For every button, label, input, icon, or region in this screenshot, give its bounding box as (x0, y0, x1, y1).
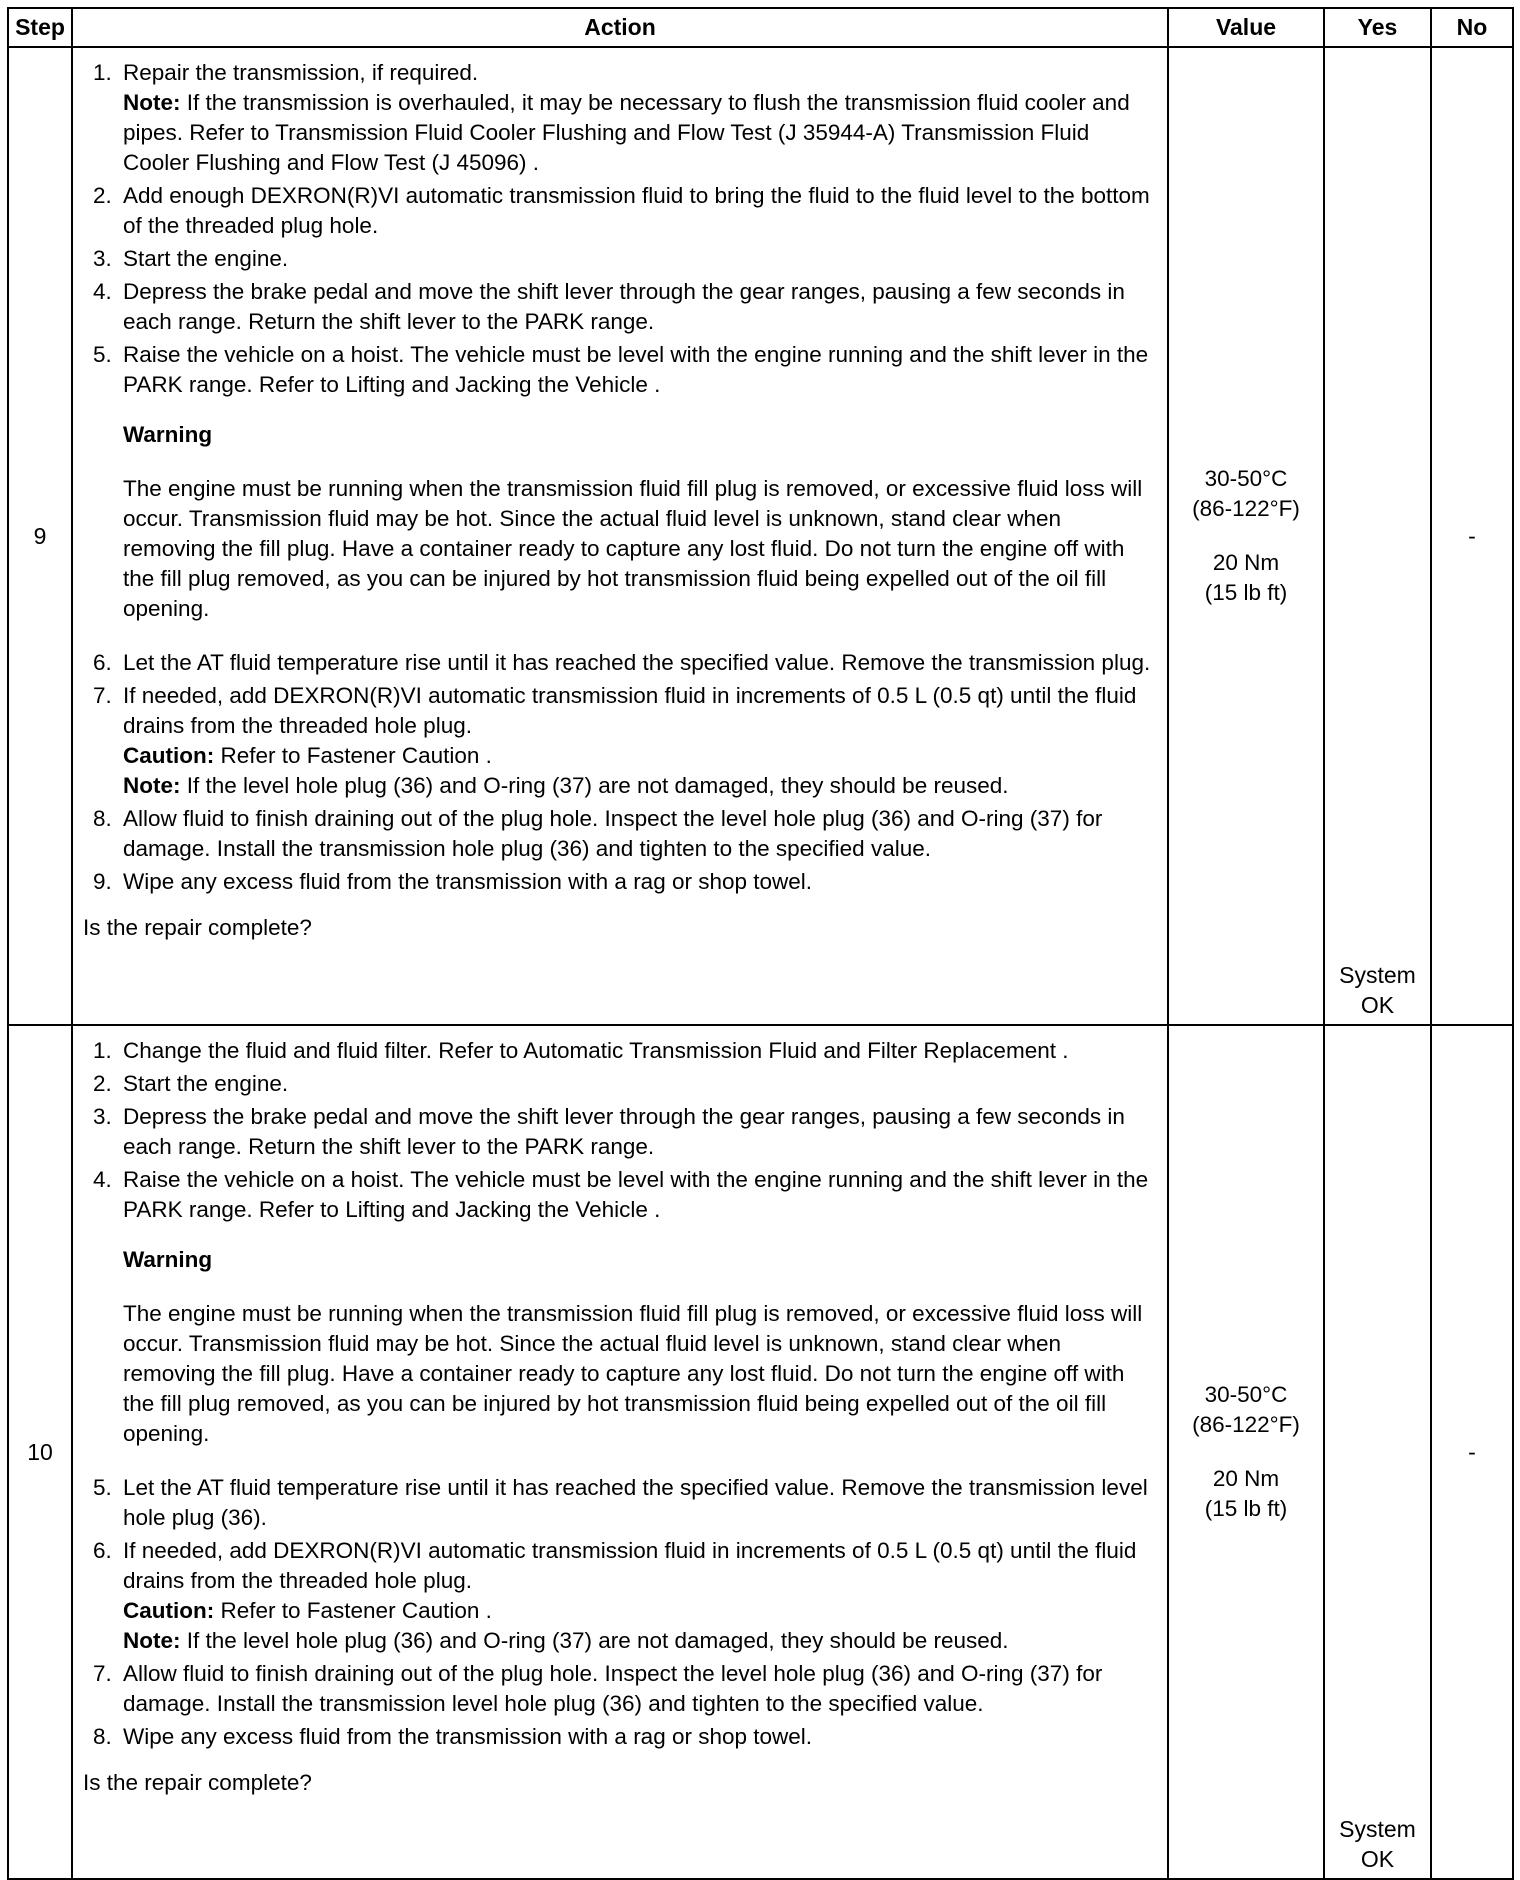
yes-cell (1324, 47, 1431, 1025)
value-temp-c: 30-50°C (1204, 1382, 1288, 1407)
list-item: 7. If needed, add DEXRON(R)VI automatic transmission fluid in increments of 0.5 L (0.5 qt) until the fluid drains from the threaded hole plug. Caution: Refer to Fastener Caution . Note: If the level hole plug (36) and O-ring (37) are not damaged, they should be reused. (93, 683, 1137, 798)
warning-title: Warning (123, 1247, 213, 1272)
list-item: 4. Raise the vehicle on a hoist. The vehicle must be level with the engine running and the shift lever in the PARK range. Refer to Lifting and Jacking the Vehicle . (93, 1167, 1149, 1222)
step-number: 10 (8, 1025, 72, 1879)
list-item: 1. Change the fluid and fluid filter. Refer to Automatic Transmission Fluid and Filter Replacement . (93, 1038, 1069, 1063)
diagnostic-table (7, 7, 1514, 1880)
list-item: 9. Wipe any excess fluid from the transmission with a rag or shop towel. (93, 869, 813, 894)
caution-label: Caution: (123, 743, 215, 768)
list-item: 6. If needed, add DEXRON(R)VI automatic transmission fluid in increments of 0.5 L (0.5 qt) until the fluid drains from the threaded hole plug. Caution: Refer to Fastener Caution . Note: If the level hole plug (36) and O-ring (37) are not damaged, they should be reused. (93, 1538, 1137, 1653)
value-cell (1168, 1025, 1324, 1879)
header-value: Value (1168, 8, 1324, 47)
yes-cell (1324, 1025, 1431, 1879)
list-item: 5. Raise the vehicle on a hoist. The vehicle must be level with the engine running and the shift lever in the PARK range. Refer to Lifting and Jacking the Vehicle . (93, 342, 1149, 397)
list-item: 4. Depress the brake pedal and move the shift lever through the gear ranges, pausing a few seconds in each range. Return the shift lever to the PARK range. (93, 279, 1125, 334)
caution-label: Caution: (123, 1598, 215, 1623)
warning-text: The engine must be running when the transmission fluid fill plug is removed, or excessive fluid loss will occur. Transmission fluid may be hot. Since the actual fluid level is unknown, stand clear when removing the fill plug. Have a container ready to capture any lost fluid. Do not turn the engine off with the fill plug removed, as you can be injured by hot transmission fluid being expelled out of the oil fill opening. (123, 1301, 1143, 1446)
list-item: 5. Let the AT fluid temperature rise until it has reached the specified value. Remove the transmission level hole plug (36). (93, 1475, 1148, 1530)
note-label: Note: (123, 90, 181, 115)
yes-line1: System (1339, 962, 1416, 988)
list-item: 1. Repair the transmission, if required. Note: If the transmission is overhauled, it may be necessary to flush the transmission fluid cooler and pipes. Refer to Transmission Fluid Cooler Flushing and Flow Test (J 35944-A) Transmission Fluid Cooler Flushing and Flow Test (J 45096) . (93, 60, 1130, 175)
list-item: 2. Start the engine. (93, 1071, 289, 1096)
yes-line2: OK (1360, 992, 1395, 1018)
value-torque-nm: 20 Nm (1212, 550, 1280, 575)
note-label: Note: (123, 773, 181, 798)
header-action: Action (72, 8, 1168, 47)
yes-line2: OK (1360, 1846, 1395, 1872)
warning-title: Warning (123, 422, 213, 447)
note-label: Note: (123, 1628, 181, 1653)
action-cell (72, 47, 1168, 1025)
header-no: No (1431, 8, 1513, 47)
table-row (8, 1025, 1513, 1879)
value-cell (1168, 47, 1324, 1025)
yes-line1: System (1339, 1816, 1416, 1842)
value-torque-nm: 20 Nm (1212, 1466, 1280, 1491)
list-item: 8. Allow fluid to finish draining out of the plug hole. Inspect the level hole plug (36) and O-ring (37) for damage. Install the transmission hole plug (36) and tighten to the specified value. (93, 806, 1103, 861)
value-temp-c: 30-50°C (1204, 466, 1288, 491)
table-header-row (8, 8, 1513, 47)
question-text: Is the repair complete? (83, 1770, 312, 1795)
list-item: 3. Start the engine. (93, 246, 289, 271)
value-torque-lbft: (15 lb ft) (1204, 580, 1288, 605)
list-item: 6. Let the AT fluid temperature rise until it has reached the specified value. Remove the transmission plug. (93, 650, 1151, 675)
list-item: 8. Wipe any excess fluid from the transmission with a rag or shop towel. (93, 1724, 813, 1749)
warning-text: The engine must be running when the transmission fluid fill plug is removed, or excessive fluid loss will occur. Transmission fluid may be hot. Since the actual fluid level is unknown, stand clear when removing the fill plug. Have a container ready to capture any lost fluid. Do not turn the engine off with the fill plug removed, as you can be injured by hot transmission fluid being expelled out of the oil fill opening. (123, 476, 1143, 621)
list-item: 7. Allow fluid to finish draining out of the plug hole. Inspect the level hole plug (36) and O-ring (37) for damage. Install the transmission level hole plug (36) and tighten to the specified value. (93, 1661, 1103, 1716)
no-cell: - (1431, 1025, 1513, 1879)
table-row (8, 47, 1513, 1025)
list-item: 2. Add enough DEXRON(R)VI automatic transmission fluid to bring the fluid to the fluid level to the bottom of the threaded plug hole. (93, 183, 1150, 238)
step-number: 9 (8, 47, 72, 1025)
no-cell: - (1431, 47, 1513, 1025)
list-item: 3. Depress the brake pedal and move the shift lever through the gear ranges, pausing a few seconds in each range. Return the shift lever to the PARK range. (93, 1104, 1125, 1159)
action-cell (72, 1025, 1168, 1879)
value-torque-lbft: (15 lb ft) (1204, 1496, 1288, 1521)
header-step: Step (8, 8, 72, 47)
question-text: Is the repair complete? (83, 915, 312, 940)
value-temp-f: (86-122°F) (1192, 1412, 1300, 1437)
value-temp-f: (86-122°F) (1192, 496, 1300, 521)
header-yes: Yes (1324, 8, 1431, 47)
